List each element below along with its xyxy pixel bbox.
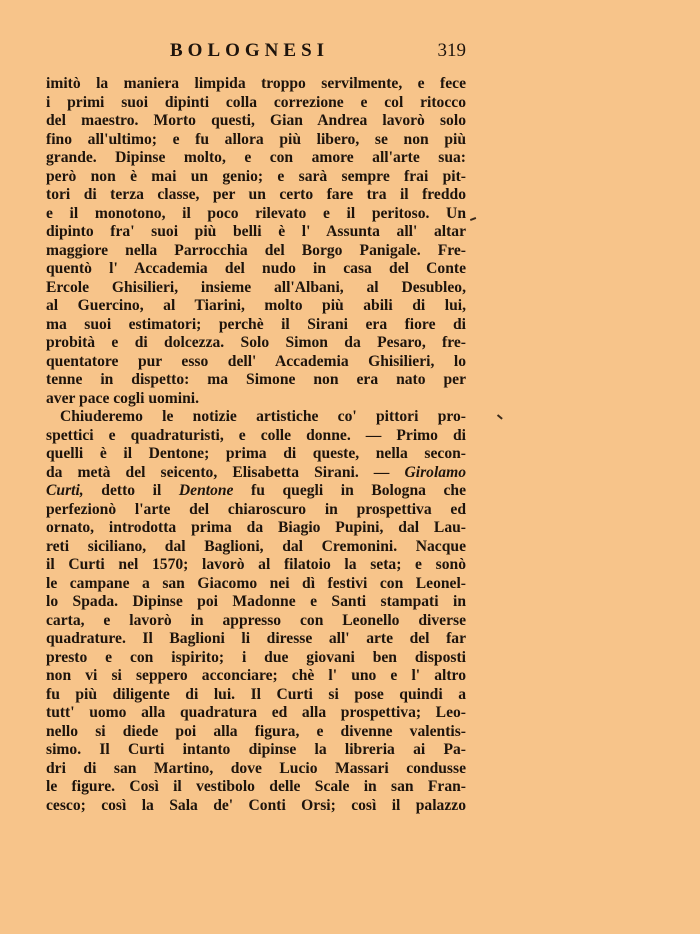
text-line: fino all'ultimo; e fu allora più libero, se non più (46, 130, 466, 148)
text-line: simo. Il Curti intanto dipinse la libreria ai Pa- (46, 741, 466, 758)
text-line: carta, e lavorò in appresso con Leonello diverse (46, 611, 466, 629)
text-line: presto e con ispirito; i due giovani ben disposti (46, 648, 466, 666)
text-line: fu più diligente di lui. Il Curti si pose quindi a (46, 685, 466, 703)
text-line: non vi si seppero acconciare; chè l' uno e l' altro (46, 667, 466, 684)
text-line: le figure. Così il vestibolo delle Scale in san Fran- (46, 778, 466, 795)
text-line: ma suoi estimatori; perchè il Sirani era fiore di (46, 315, 466, 333)
text-line: reti siciliano, dal Baglioni, dal Cremonini. Nacque (46, 537, 466, 555)
page-number: 319 (437, 40, 466, 61)
text-line: imitò la maniera limpida troppo servilmente, e fece (46, 75, 466, 92)
text-line: probità e di dolcezza. Solo Simon da Pesaro, fre- (46, 334, 466, 351)
text-fragment: detto il (101, 482, 162, 499)
text-line: dri di san Martino, dove Lucio Massari condusse (46, 759, 466, 777)
text-line: quentatore pur esso dell' Accademia Ghisilieri, lo (46, 352, 466, 370)
text-line: grande. Dipinse molto, e con amore all'arte sua: (46, 149, 466, 166)
text-line: e il monotono, il poco rilevato e il peritoso. Un (46, 204, 466, 222)
text-line: Ercole Ghisilieri, insieme all'Albani, al Desubleo, (46, 278, 466, 296)
text-line: però non è mai un genio; e sarà sempre frai pit- (46, 167, 466, 185)
paper-speck (470, 217, 476, 220)
text-line: dipinto fra' suoi più belli è l' Assunta all' altar (46, 223, 466, 240)
text-line: quentò l' Accademia del nudo in casa del Conte (46, 260, 466, 277)
text-line: al Guercino, al Tiarini, molto più abili di lui, (46, 297, 466, 314)
text-fragment: da metà del seicento, Elisabetta Sirani. — (46, 463, 390, 481)
text-line: le campane a san Giacomo nei dì festivi con Leonel- (46, 574, 466, 592)
text-line: aver pace cogli uomini. (46, 389, 200, 407)
text-line: perfezionò l'arte del chiaroscuro in prospettiva ed (46, 500, 466, 518)
text-line: Chiuderemo le notizie artistiche co' pittori pro- (60, 408, 466, 425)
text-line: tenne in dispetto: ma Simone non era nato per (46, 371, 466, 388)
text-line: cesco; così la Sala de' Conti Orsi; così il palazzo (46, 796, 466, 814)
italic-name: Girolamo (404, 463, 466, 481)
italic-name: Dentone (178, 482, 234, 499)
text-line: lo Spada. Dipinse poi Madonne e Santi stampati in (46, 593, 466, 610)
text-line: nello si diede poi alla figura, e divenne valentis- (46, 722, 466, 740)
text-line (46, 482, 466, 501)
text-line: ornato, introdotta prima da Biagio Pupini, dal Lau- (46, 519, 466, 536)
text-fragment: fu quegli in Bologna che (251, 482, 467, 499)
text-line: spettici e quadraturisti, e colle donne. — Primo di (46, 426, 466, 444)
text-line: il Curti nel 1570; lavorò al filatoio la seta; e sonò (46, 556, 466, 573)
page-header (46, 40, 466, 66)
running-title: BOLOGNESI (170, 40, 330, 61)
text-line: tori di terza classe, per un certo fare tra il freddo (46, 186, 466, 203)
text-line (46, 464, 466, 483)
text-line: i primi suoi dipinti colla correzione e col ritocco (46, 93, 466, 111)
body-text (46, 75, 466, 815)
text-line: quelli è il Dentone; prima di queste, nella secon- (46, 445, 466, 462)
text-line: del maestro. Morto questi, Gian Andrea lavorò solo (46, 112, 466, 129)
text-line: quadrature. Il Baglioni li diresse all' arte del far (46, 630, 466, 647)
paper-speck (497, 414, 503, 419)
text-line: tutt' uomo alla quadratura ed alla prospettiva; Leo- (46, 704, 466, 721)
text-line: maggiore nella Parrocchia del Borgo Panigale. Fre- (46, 241, 466, 259)
italic-name: Curti, (46, 482, 84, 499)
